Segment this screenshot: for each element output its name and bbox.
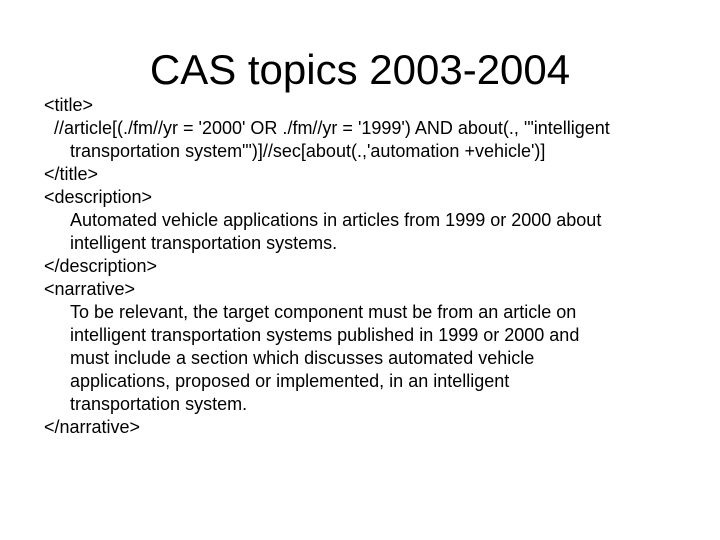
narrative-line-2: intelligent transportation systems published in 1999 or 2000 and xyxy=(70,325,580,345)
narrative-close-tag: </narrative> xyxy=(44,417,141,437)
description-line-1: Automated vehicle applications in articles from 1999 or 2000 about xyxy=(70,210,602,230)
narrative-line-4: applications, proposed or implemented, in an intelligent xyxy=(70,371,510,391)
slide-title: CAS topics 2003-2004 xyxy=(149,46,571,93)
narrative-open-tag: <narrative> xyxy=(44,279,136,299)
title-open-tag: <title> xyxy=(44,95,94,115)
description-open-tag: <description> xyxy=(44,187,153,207)
description-close-tag: </description> xyxy=(44,256,158,276)
narrative-line-3: must include a section which discusses automated vehicle xyxy=(70,348,535,368)
narrative-line-5: transportation system. xyxy=(70,394,248,414)
description-line-2: intelligent transportation systems. xyxy=(70,233,338,253)
query-line-1: //article[(./fm//yr = '2000' OR ./fm//yr = '1999') AND about(., '"intelligent xyxy=(54,118,610,138)
narrative-line-1: To be relevant, the target component must be from an article on xyxy=(70,302,577,322)
slide-body xyxy=(44,94,684,439)
query-line-2: transportation system"')]//sec[about(.,'automation +vehicle')] xyxy=(70,141,546,161)
title-close-tag: </title> xyxy=(44,164,99,184)
